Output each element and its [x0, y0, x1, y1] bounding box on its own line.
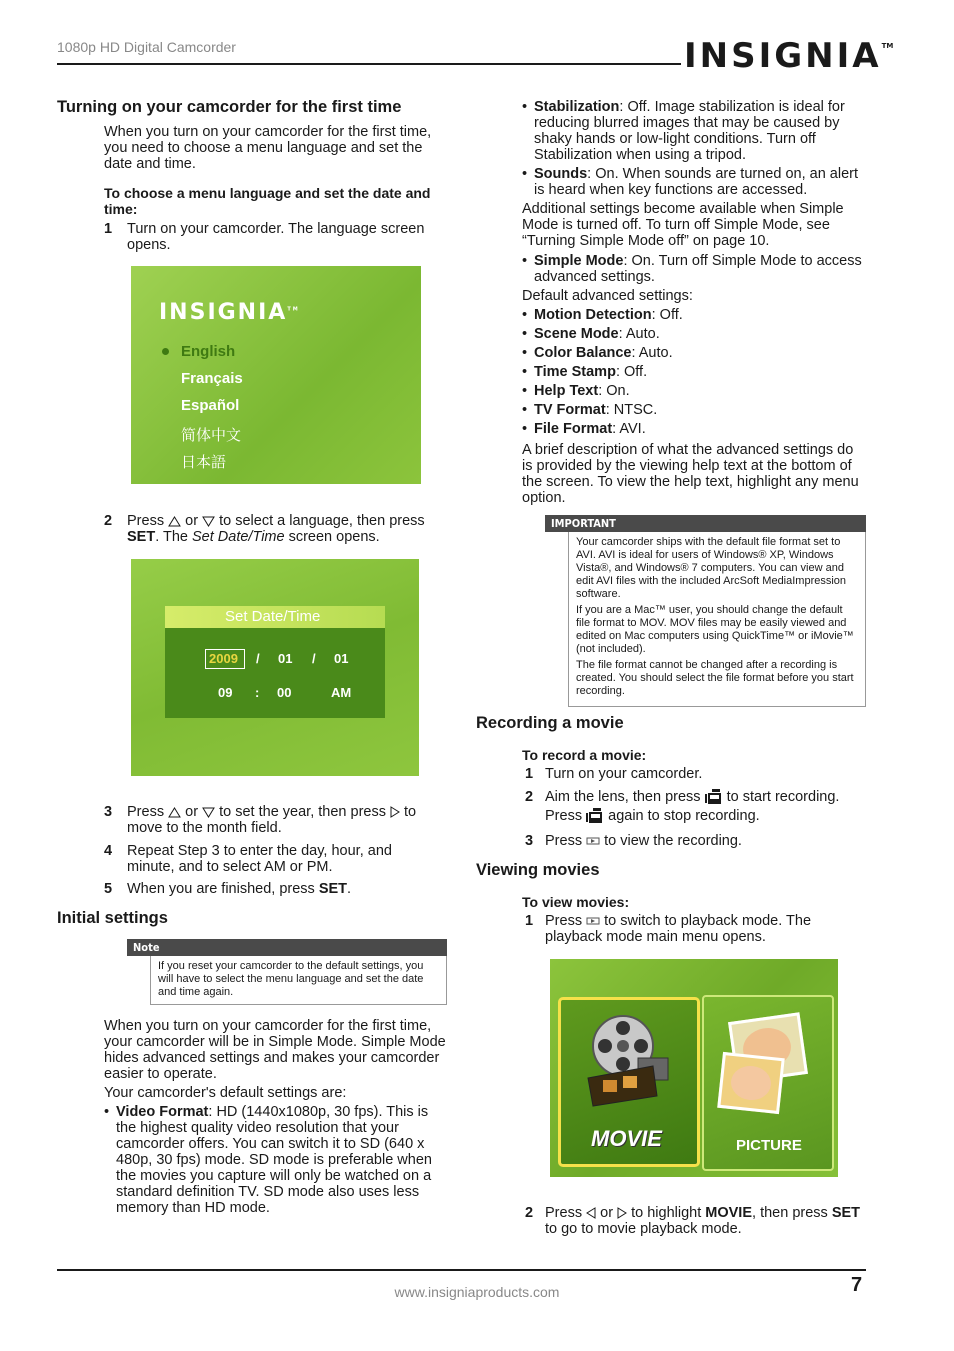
- view-step-2: 2 Press or to highlight MOVIE, then press SET to go to movie playback mode.: [525, 1205, 861, 1237]
- page-number: 7: [851, 1274, 863, 1296]
- record-step-3: 3 Press to view the recording.: [525, 833, 742, 849]
- settings-list-2: [522, 253, 867, 288]
- record-step-2: 2 Aim the lens, then press to start recording. Press again to stop recording.: [525, 789, 840, 824]
- screen-logo: INSIGNIA™: [159, 300, 300, 325]
- note-heading: Note: [127, 939, 447, 956]
- procedure-heading-record: To record a movie:: [522, 747, 647, 763]
- minute-field[interactable]: 00: [277, 685, 292, 700]
- selected-dot-icon: [162, 348, 169, 355]
- film-reel-icon: [583, 1008, 673, 1108]
- movie-label[interactable]: MOVIE: [591, 1126, 662, 1151]
- simple-mode-paragraph: When you turn on your camcorder for the first time, your camcorder will be in Simple Mode. Simple Mode hides advanced settings and makes your camcorder easier to operate.: [104, 1018, 446, 1082]
- step-2: 2 Press or to select a language, then press SET. The Set Date/Time screen opens.: [104, 513, 425, 545]
- date-panel: [165, 628, 385, 718]
- lang-francais[interactable]: Français: [181, 370, 243, 387]
- playback-icon: [586, 836, 600, 846]
- important-box: [545, 515, 866, 707]
- important-p2: If you are a Mac™ user, you should change the default file format to MOV. MOV files may be easily viewed and edited on Mac computers using QuickTime™ or iMovie™ (not included).: [576, 604, 854, 655]
- step-4: 4 Repeat Step 3 to enter the day, hour, and minute, and to select AM or PM.: [104, 843, 392, 875]
- time-colon: :: [255, 685, 260, 700]
- date-slash-2: /: [312, 651, 316, 666]
- intro-paragraph: When you turn on your camcorder for the first time, you need to choose a menu language and set the date and time.: [104, 124, 432, 172]
- list-item: • Time Stamp: Off.: [522, 364, 867, 380]
- footer-rule: [57, 1269, 866, 1271]
- list-item: • Stabilization: Off. Image stabilization is ideal for reducing blurred images that may be caused by shaky hands or low-light conditions. Turn off Stabilization when using a tripod.: [522, 99, 867, 163]
- additional-settings-paragraph: Additional settings become available when Simple Mode is turned off. To turn off Simple Mode, see “Turning Simple Mode off” on page 10.: [522, 201, 844, 249]
- date-slash-1: /: [256, 651, 260, 666]
- header-title: 1080p HD Digital Camcorder: [57, 39, 236, 55]
- record-icon: [705, 789, 723, 805]
- month-field[interactable]: 01: [278, 651, 293, 666]
- important-text: [568, 532, 866, 707]
- lang-chinese[interactable]: 简体中文: [181, 427, 242, 444]
- photo-2: [717, 1052, 785, 1114]
- down-triangle-icon: [202, 807, 215, 818]
- lang-espanol[interactable]: Español: [181, 397, 240, 414]
- procedure-heading-language: To choose a menu language and set the date and time:: [104, 185, 431, 217]
- list-item: • Video Format: HD (1440x1080p, 30 fps). This is the highest quality video resolution that your camcorder offers. You can switch it to SD (640 x 480p, 30 fps) mode. SD mode is preferable when the movies you capture will only be watched on a standard definition TV. SD mode also uses less memory than HD mode.: [104, 1104, 449, 1216]
- section-heading-initial: Initial settings: [57, 909, 168, 927]
- procedure-heading-view: To view movies:: [522, 894, 630, 910]
- list-item: • TV Format: NTSC.: [522, 402, 867, 418]
- insignia-logo: INSIGNIA™: [684, 36, 894, 76]
- important-heading: IMPORTANT: [545, 515, 866, 532]
- lang-japanese[interactable]: 日本語: [181, 454, 227, 471]
- step-5: 5 When you are finished, press SET.: [104, 881, 352, 897]
- help-text-paragraph: A brief description of what the advanced settings do is provided by the viewing help text at the bottom of the screen. To view the help text, highlight any menu option.: [522, 442, 859, 506]
- important-p1: Your camcorder ships with the default file format set to AVI. AVI is ideal for users of Windows® XP, Windows Vista®, and Windows® 7 computers. You can view and edit AVI files with the included ArcSoft MediaImpression software.: [576, 536, 847, 600]
- up-triangle-icon: [168, 516, 181, 527]
- date-time-screen-image: [131, 559, 419, 776]
- step-1: 1 Turn on your camcorder. The language screen opens.: [104, 221, 425, 253]
- right-triangle-icon: [617, 1207, 627, 1219]
- date-screen-title: Set Date/Time: [225, 608, 321, 625]
- default-settings-list: [104, 1104, 449, 1219]
- lang-english[interactable]: English: [181, 343, 236, 360]
- playback-menu-image: [550, 959, 838, 1177]
- down-triangle-icon: [202, 516, 215, 527]
- ampm-field[interactable]: AM: [331, 685, 352, 700]
- list-item: • Simple Mode: On. Turn off Simple Mode to access advanced settings.: [522, 253, 867, 285]
- list-item: • Scene Mode: Auto.: [522, 326, 867, 342]
- picture-tile[interactable]: [702, 995, 834, 1171]
- section-heading-recording: Recording a movie: [476, 714, 624, 732]
- view-step-1: 1 Press to switch to playback mode. The playback mode main menu opens.: [525, 913, 812, 945]
- section-heading-viewing: Viewing movies: [476, 861, 600, 879]
- record-step-1: 1 Turn on your camcorder.: [525, 766, 703, 782]
- list-item: • Help Text: On.: [522, 383, 867, 399]
- record-icon: [586, 808, 604, 824]
- list-item: • File Format: AVI.: [522, 421, 867, 437]
- list-item: • Color Balance: Auto.: [522, 345, 867, 361]
- important-p3: The file format cannot be changed after a recording is created. You should select the file format before you start recording.: [576, 659, 854, 697]
- note-box: [127, 939, 447, 1005]
- section-heading-first-time: Turning on your camcorder for the first time: [57, 98, 402, 116]
- advanced-settings-paragraph: Default advanced settings:: [522, 288, 693, 304]
- picture-label[interactable]: PICTURE: [736, 1137, 802, 1154]
- right-triangle-icon: [390, 806, 400, 818]
- footer-url[interactable]: www.insigniaproducts.com: [394, 1284, 560, 1300]
- header-rule: [57, 63, 681, 65]
- note-text: If you reset your camcorder to the default settings, you will have to select the menu language and set the date and time again.: [150, 956, 447, 1005]
- list-item: • Sounds: On. When sounds are turned on, an alert is heard when key functions are accessed.: [522, 166, 867, 198]
- year-field[interactable]: 2009: [209, 651, 238, 666]
- step-3: 3 Press or to set the year, then press to move to the month field.: [104, 804, 417, 836]
- playback-icon: [586, 916, 600, 926]
- day-field[interactable]: 01: [334, 651, 349, 666]
- hour-field[interactable]: 09: [218, 685, 233, 700]
- list-item: • Motion Detection: Off.: [522, 307, 867, 323]
- advanced-settings-list: [522, 307, 867, 440]
- left-triangle-icon: [586, 1207, 596, 1219]
- defaults-paragraph: Your camcorder's default settings are:: [104, 1085, 347, 1101]
- settings-list-1: [522, 99, 867, 201]
- up-triangle-icon: [168, 807, 181, 818]
- language-screen-image: [131, 266, 421, 484]
- movie-tile[interactable]: [558, 997, 700, 1167]
